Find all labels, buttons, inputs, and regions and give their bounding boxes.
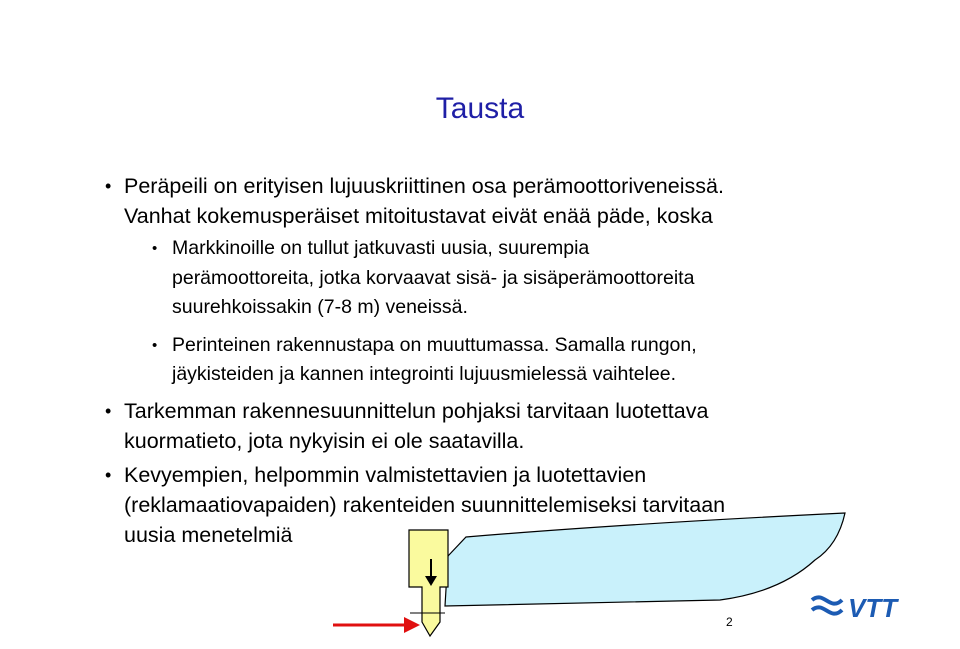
sub-bullet-1-line-2: perämoottoreita, jotka korvaavat sisä- ja sisäperämoottoreita: [172, 267, 695, 289]
bullet-1-line-2: Vanhat kokemusperäiset mitoitustavat eivät enää päde, koska: [124, 204, 713, 228]
sub-bullet-1-line-1: Markkinoille on tullut jatkuvasti uusia, suurempia: [172, 237, 590, 259]
page-number: 2: [726, 615, 733, 629]
bullet-2-line-2: kuormatieto, jota nykyisin ei ole saatavilla.: [124, 429, 525, 453]
transom-shape: [409, 530, 448, 636]
bullet-1-line-1: Peräpeili on erityisen lujuuskriittinen osa perämoottoriveneissä.: [124, 174, 724, 198]
bullet-3-line-1: Kevyempien, helpommin valmistettavien ja luotettavien: [124, 463, 647, 487]
sub-bullet-dot: •: [152, 337, 158, 354]
sub-bullet-dot: •: [152, 240, 158, 257]
bullet-dot: •: [105, 401, 112, 421]
svg-text:VTT: VTT: [848, 593, 898, 623]
bullet-dot: •: [105, 465, 112, 485]
bullet-2-line-1: Tarkemman rakennesuunnittelun pohjaksi tarvitaan luotettava: [124, 399, 709, 423]
sub-bullet-2-line-2: jäykisteiden ja kannen integrointi lujuusmielessä vaihtelee.: [172, 363, 677, 385]
sub-bullet-2-line-1: Perinteinen rakennustapa on muuttumassa. Samalla rungon,: [172, 334, 697, 356]
bullet-3-line-2: (reklamaatiovapaiden) rakenteiden suunnittelemiseksi tarvitaan: [124, 493, 726, 517]
bullet-3-line-3: uusia menetelmiä: [124, 523, 293, 547]
load-arrow-right-icon: [333, 617, 420, 633]
vtt-logo-icon: [812, 593, 899, 623]
hull-shape: [445, 513, 845, 606]
sub-bullet-1-line-3: suurehkoissakin (7-8 m) veneissä.: [172, 296, 468, 318]
slide-title: Tausta: [435, 92, 525, 125]
bullet-dot: •: [105, 176, 112, 196]
